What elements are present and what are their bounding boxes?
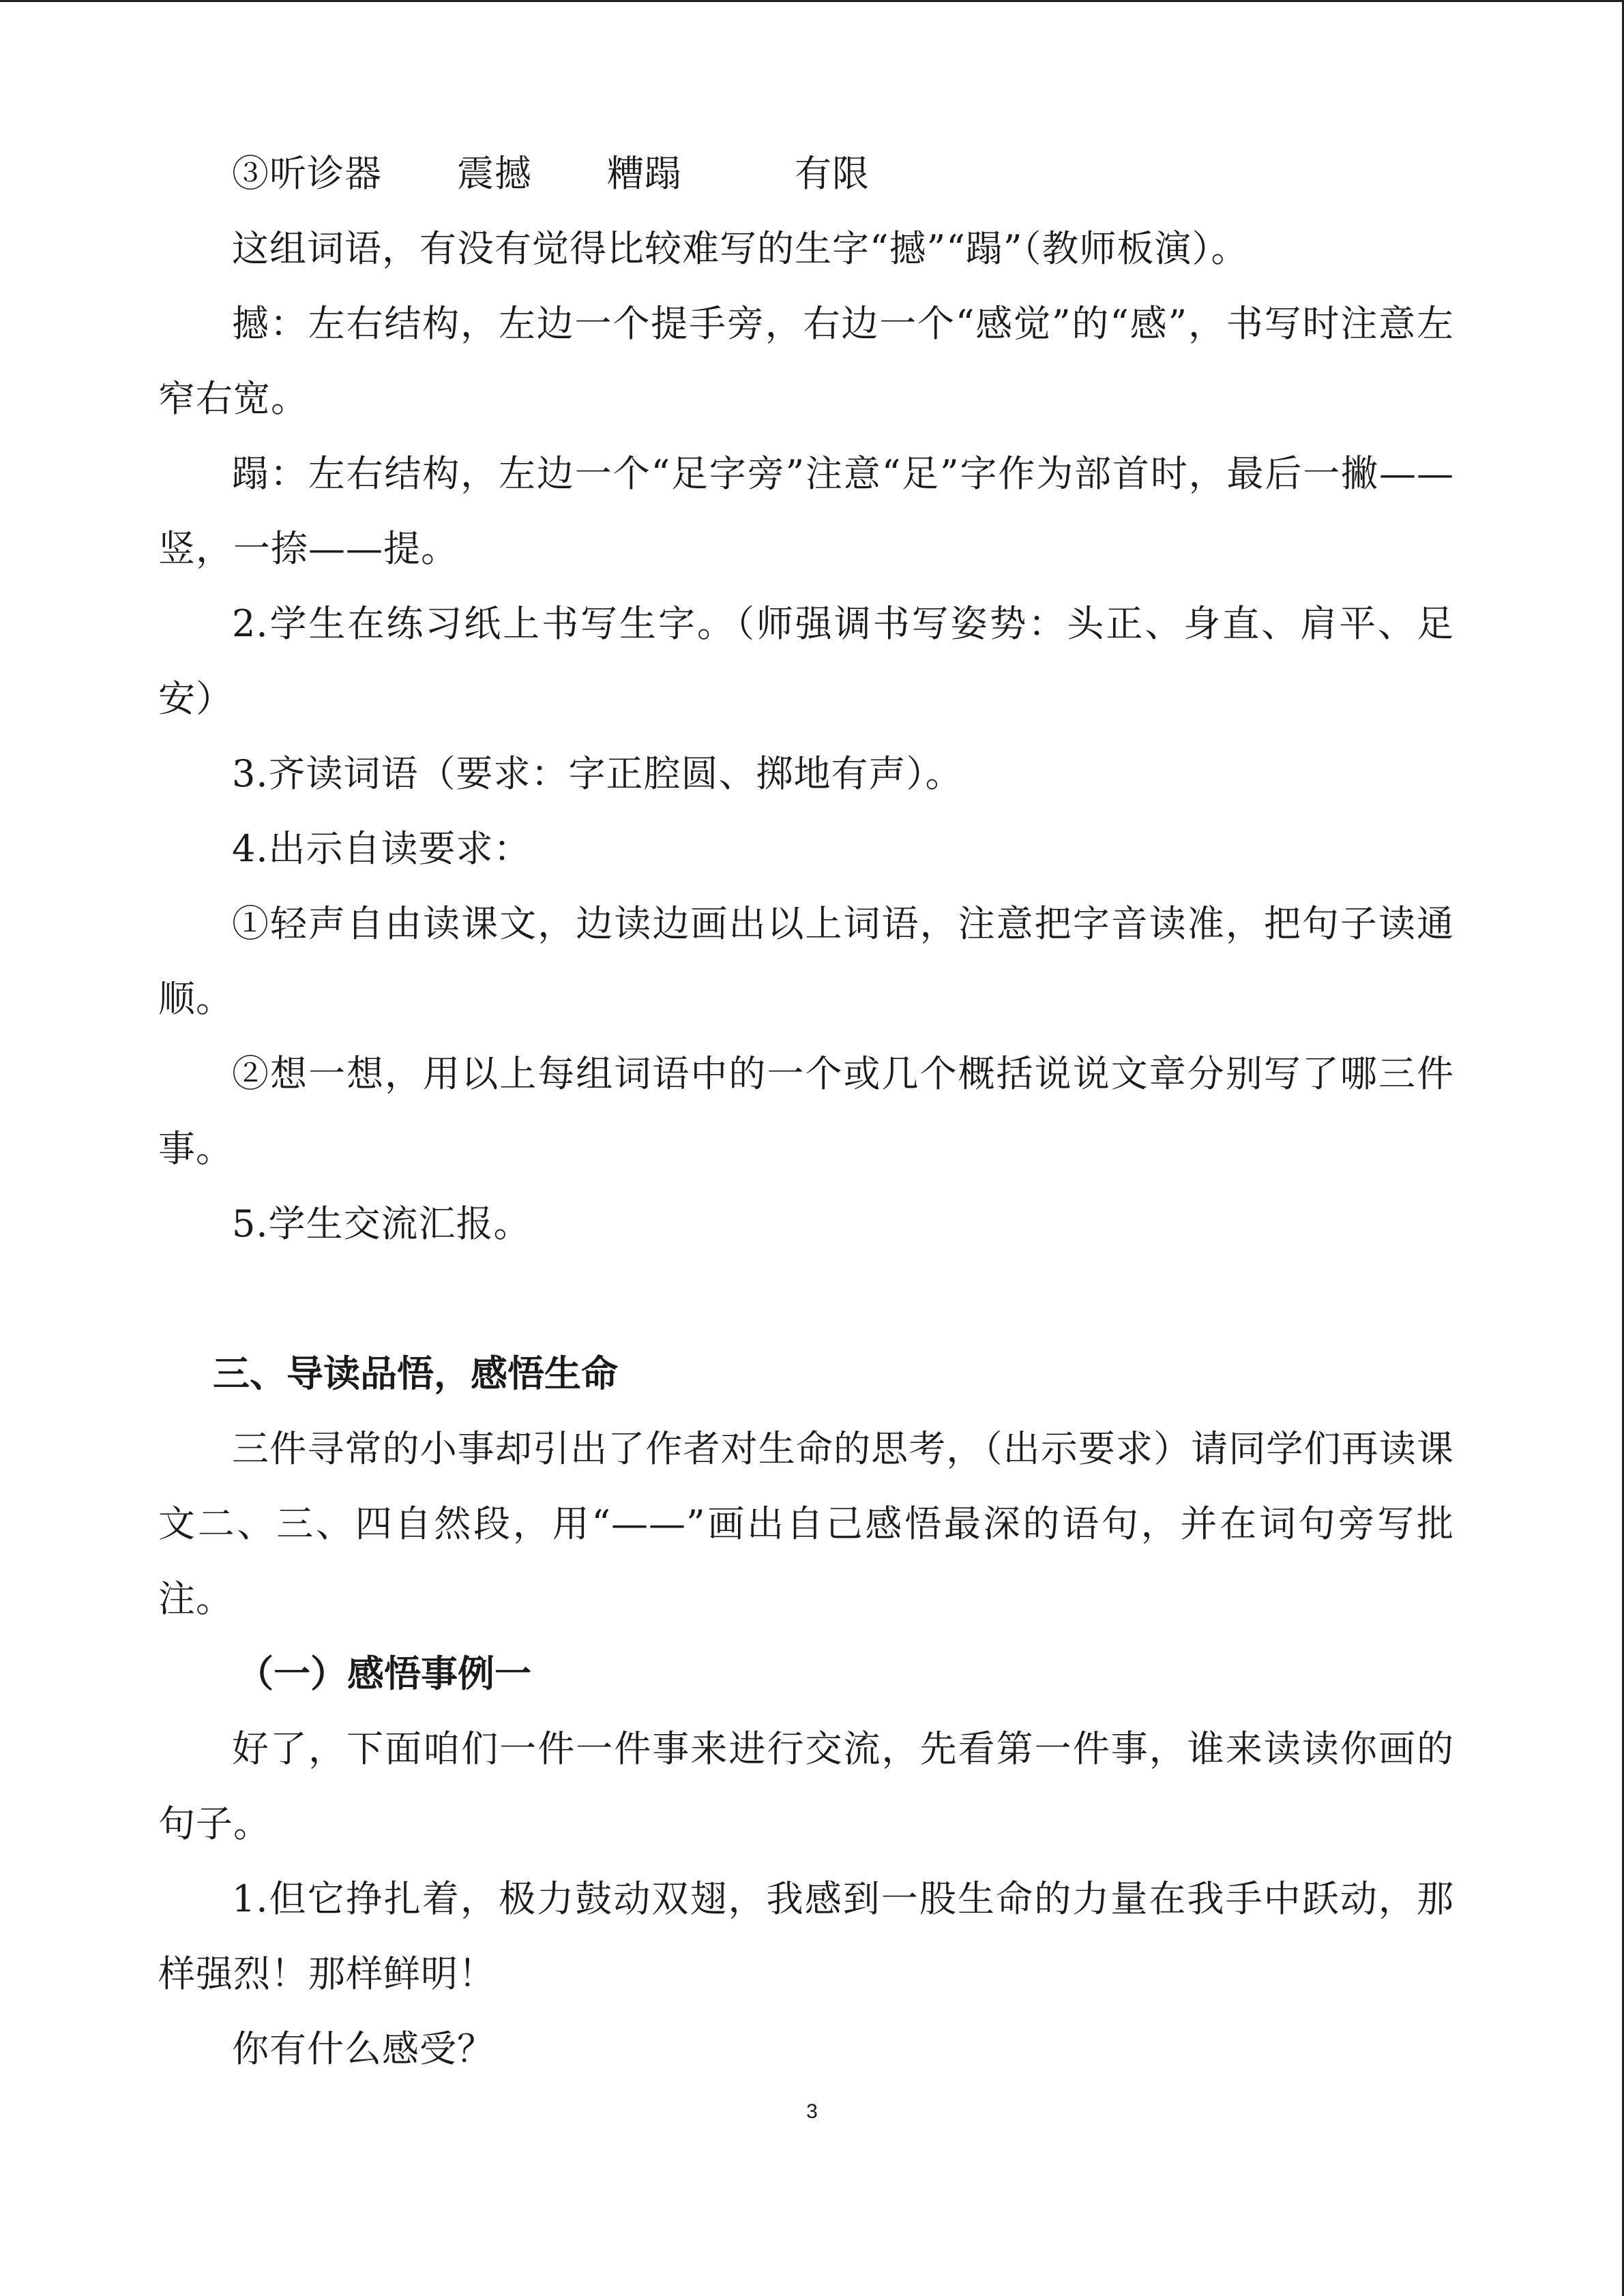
paragraph-section-intro: 三件寻常的小事却引出了作者对生命的思考，（出示要求）请同学们再读课文二、三、四自然段，用“——”画出自己感悟最深的语句，并在词句旁写批注。 <box>158 1427 1454 1620</box>
page-border-top <box>0 0 1624 2</box>
paragraph-step-2: 2.学生在练习纸上书写生字。（师强调书写姿势：头正、身直、肩平、足安） <box>158 602 1454 720</box>
paragraph-step-3: 3.齐读词语（要求：字正腔圆、掷地有声）。 <box>232 752 963 795</box>
document-body <box>158 136 1454 2087</box>
paragraph-requirement-2: ②想一想，用以上每组词语中的一个或几个概括说说文章分别写了哪三件事。 <box>158 1052 1454 1170</box>
section-heading: 三、导读品悟，感悟生命 <box>213 1352 618 1395</box>
paragraph-question: 你有什么感受？ <box>232 2027 494 2070</box>
paragraph-word-group: ③听诊器 震撼 糟蹋 有限 <box>232 152 870 195</box>
paragraph-quote-1: 1.但它挣扎着，极力鼓动双翅，我感到一股生命的力量在我手中跃动，那样强烈！那样鲜明！ <box>158 1877 1454 1995</box>
paragraph-step-5: 5.学生交流汇报。 <box>232 1202 531 1245</box>
page-number: 3 <box>806 2100 818 2123</box>
paragraph-ta-explanation: 蹋：左右结构，左边一个“足字旁”注意“足”字作为部首时，最后一撇——竖，一捺——提。 <box>158 452 1454 570</box>
paragraph-step-4: 4.出示自读要求： <box>232 827 531 870</box>
paragraph-han-explanation: 撼：左右结构，左边一个提手旁，右边一个“感觉”的“感”，书写时注意左窄右宽。 <box>158 302 1454 420</box>
paragraph-requirement-1: ①轻声自由读课文，边读边画出以上词语，注意把字音读准，把句子读通顺。 <box>158 902 1454 1020</box>
paragraph-first-event: 好了，下面咱们一件一件事来进行交流，先看第一件事，谁来读读你画的句子。 <box>158 1727 1454 1845</box>
subsection-heading: （一）感悟事例一 <box>237 1652 531 1695</box>
paragraph-difficult-characters: 这组词语，有没有觉得比较难写的生字“撼”“蹋”（教师板演）。 <box>232 227 1249 270</box>
